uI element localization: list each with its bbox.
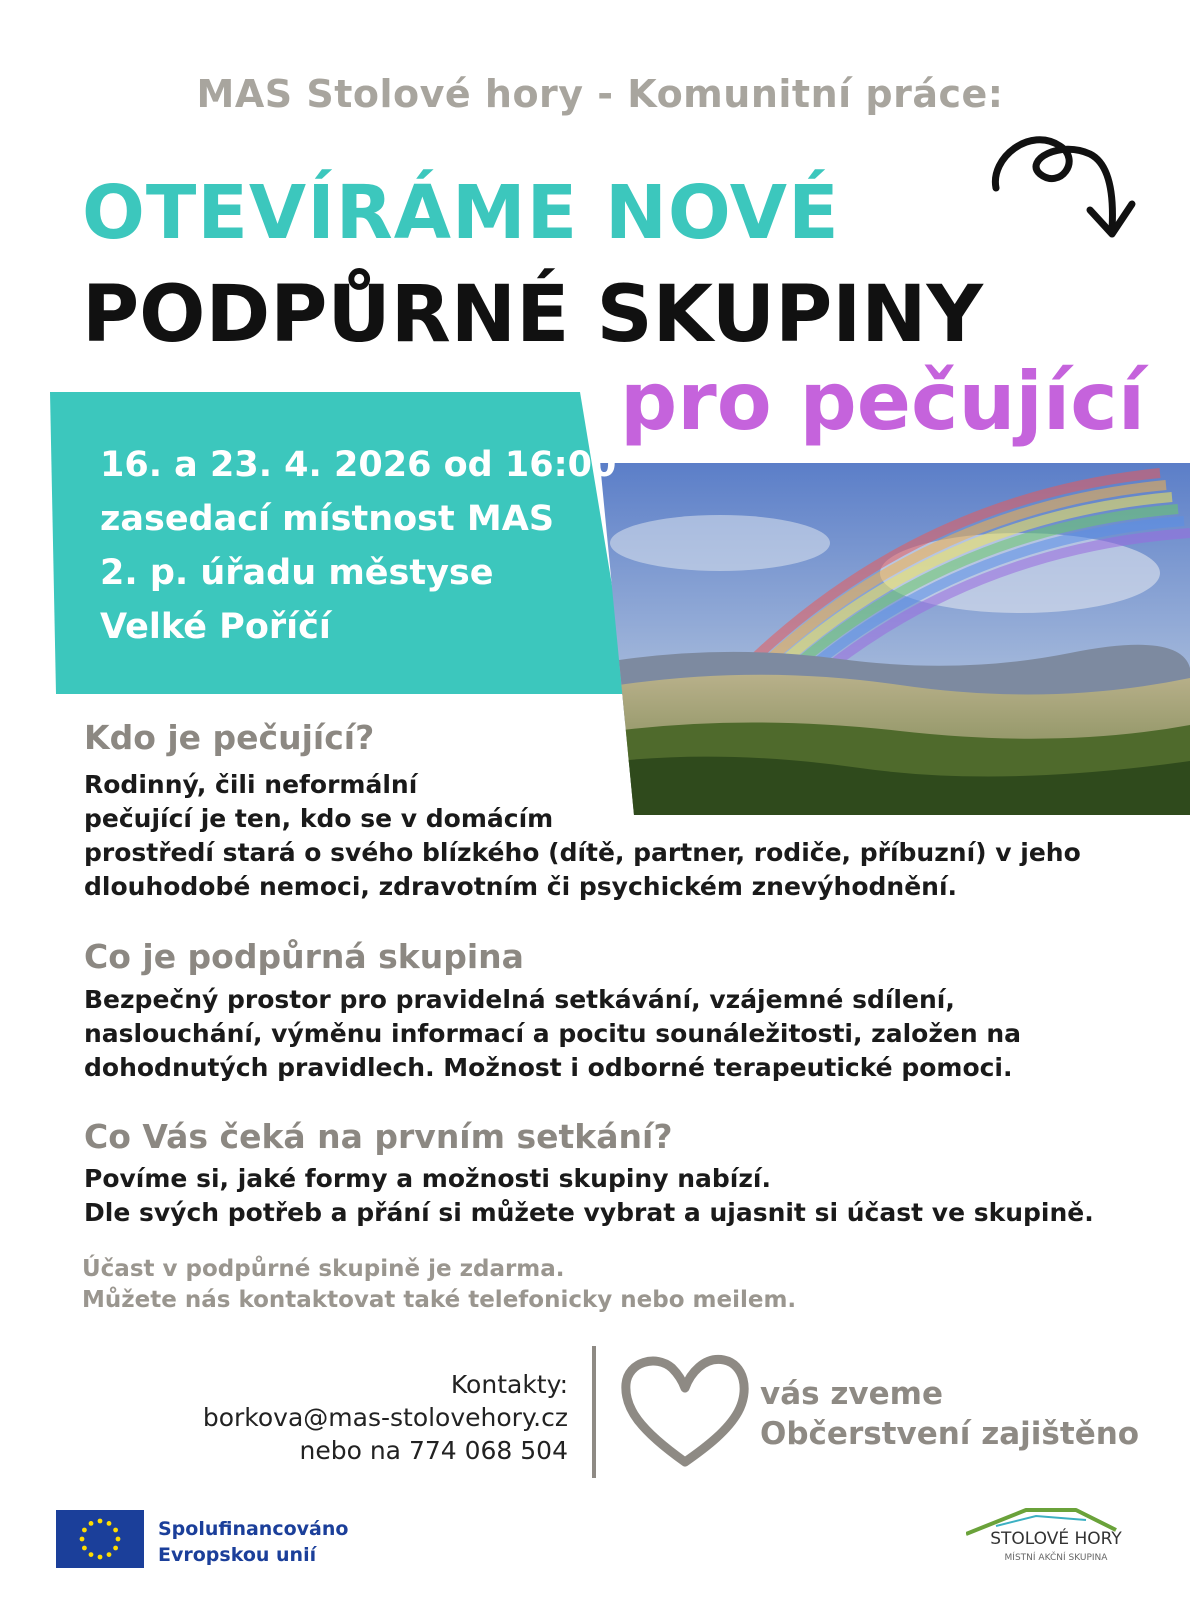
- text-line: dohodnutých pravidlech. Možnost i odborné terapeutické pomoci.: [84, 1053, 1013, 1082]
- eu-text-line: Spolufinancováno: [158, 1518, 349, 1540]
- contact-email-link[interactable]: borkova@mas-stolovehory.cz: [202, 1403, 568, 1432]
- eu-flag-icon: [56, 1510, 144, 1568]
- eu-star: [82, 1528, 87, 1533]
- eu-star: [113, 1546, 118, 1551]
- vertical-divider: [592, 1346, 596, 1478]
- logo-name: STOLOVÉ HORY: [990, 1529, 1122, 1549]
- section-text-caregiver: [84, 768, 1081, 904]
- logo-subtitle: MÍSTNÍ AKČNÍ SKUPINA: [1004, 1553, 1108, 1563]
- refreshments-line: Občerstvení zajištěno: [760, 1416, 1140, 1452]
- section-heading-caregiver: Kdo je pečující?: [84, 718, 375, 757]
- invite-line: vás zveme: [760, 1376, 943, 1412]
- text-line: Dle svých potřeb a přání si můžete vybrat a ujasnit si účast ve skupině.: [84, 1198, 1094, 1227]
- contacts-label: Kontakty:: [450, 1370, 568, 1399]
- eu-star: [98, 1519, 103, 1524]
- title-line-1: OTEVÍRÁME NOVÉ: [82, 170, 840, 256]
- section-text-first-meeting: [84, 1162, 1094, 1230]
- curly-arrow-icon: [990, 118, 1140, 248]
- mountain-logo-icon: [966, 1500, 1146, 1570]
- invitation: [760, 1374, 1139, 1454]
- eu-star: [80, 1537, 85, 1542]
- event-details: [100, 438, 616, 654]
- eu-star: [89, 1521, 94, 1526]
- eu-text-line: Evropskou unií: [158, 1544, 317, 1566]
- event-floor: 2. p. úřadu městyse: [100, 553, 494, 593]
- rainbow-landscape-photo: [600, 463, 1190, 815]
- text-line: Rodinný, čili neformální: [84, 770, 418, 799]
- section-heading-support-group: Co je podpůrná skupina: [84, 937, 524, 976]
- event-room: zasedací místnost MAS: [100, 499, 555, 539]
- contacts-block: [150, 1368, 568, 1467]
- pre-title: MAS Stolové hory - Komunitní práce:: [196, 72, 1004, 116]
- eu-star: [107, 1521, 112, 1526]
- section-text-support-group: [84, 983, 1021, 1085]
- eu-star: [98, 1555, 103, 1560]
- eu-cofunding-text: [158, 1516, 348, 1568]
- title-line-2: PODPŮRNÉ SKUPINY: [82, 270, 984, 360]
- eu-star: [82, 1546, 87, 1551]
- text-line: pečující je ten, kdo se v domácím: [84, 804, 554, 833]
- note-line: Můžete nás kontaktovat také telefonicky nebo meilem.: [82, 1287, 797, 1313]
- contact-phone: nebo na 774 068 504: [299, 1436, 568, 1465]
- eu-star: [113, 1528, 118, 1533]
- text-line: prostředí stará o svého blízkého (dítě, partner, rodiče, příbuzní) v jeho: [84, 838, 1081, 867]
- event-date: 16. a 23. 4. 2026 od 16:00: [100, 445, 617, 485]
- text-line: dlouhodobé nemoci, zdravotním či psychickém znevýhodnění.: [84, 872, 958, 901]
- text-line: Bezpečný prostor pro pravidelná setkávání, vzájemné sdílení,: [84, 985, 955, 1014]
- text-line: Povíme si, jaké formy a možnosti skupiny nabízí.: [84, 1164, 771, 1193]
- note-line: Účast v podpůrné skupině je zdarma.: [82, 1256, 565, 1282]
- section-heading-first-meeting: Co Vás čeká na prvním setkání?: [84, 1117, 673, 1156]
- eu-star: [107, 1552, 112, 1557]
- event-town: Velké Poříčí: [100, 607, 331, 647]
- text-line: naslouchání, výměnu informací a pocitu sounáležitosti, založen na: [84, 1019, 1022, 1048]
- title-line-3: pro pečující: [620, 355, 1146, 448]
- free-participation-note: [82, 1254, 796, 1316]
- eu-star: [89, 1552, 94, 1557]
- heart-icon: [620, 1350, 750, 1475]
- eu-star: [116, 1537, 121, 1542]
